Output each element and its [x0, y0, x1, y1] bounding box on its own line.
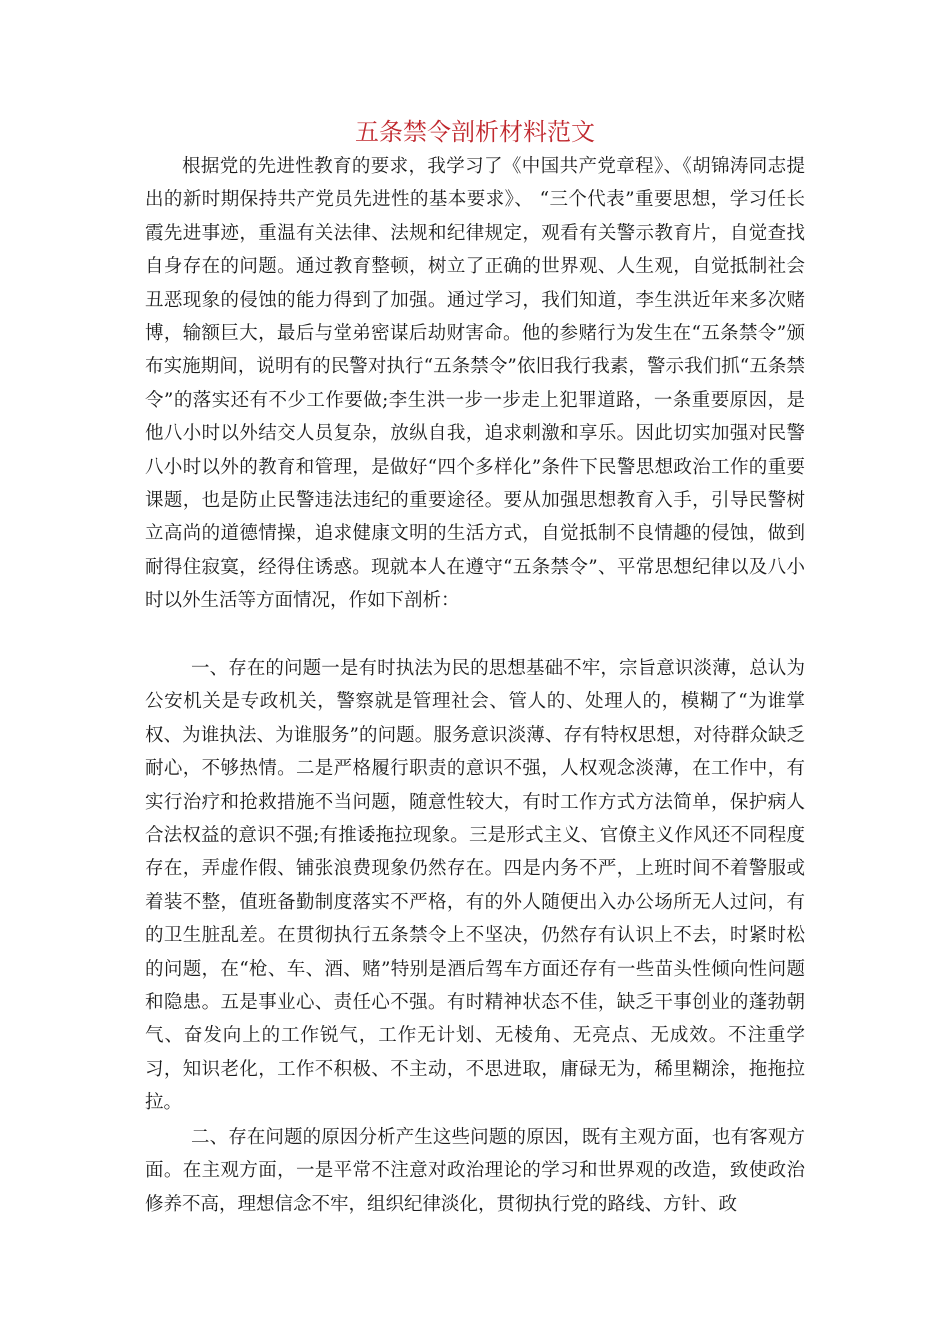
paragraph-cause-analysis: 二、存在问题的原因分析产生这些问题的原因，既有主观方面，也有客观方面。在主观方面，一是平常不注意对政治理论的学习和世界观的改造，致使政治修养不高，理想信念不牢，组织纪律淡化，贯彻执行党的路线、方针、政 — [145, 1127, 805, 1215]
paragraph-existing-problems: 一、存在的问题一是有时执法为民的思想基础不牢，宗旨意识淡薄，总认为公安机关是专政机关，警察就是管理社会、管人的、处理人的，模糊了“为谁掌权、为谁执法、为谁服务”的问题。服务意识淡薄、存有特权思想，对待群众缺乏耐心，不够热情。二是严格履行职责的意识不强，人权观念淡薄，在工作中，有实行治疗和抢救措施不当问题，随意性较大，有时工作方式方法简单，保护病人合法权益的意识不强;有推诿拖拉现象。三是形式主义、官僚主义作风还不同程度存在，弄虚作假、铺张浪费现象仍然存在。四是内务不严，上班时间不着警服或着装不整，值班备勤制度落实不严格，有的外人随便出入办公场所无人过问，有的卫生脏乱差。在贯彻执行五条禁令上不坚决，仍然存有认识上不去，时紧时松的问题，在“枪、车、酒、赌”特别是酒后驾车方面还存有一些苗头性倾向性问题和隐患。五是事业心、责任心不强。有时精神状态不佳，缺乏干事创业的蓬勃朝气、奋发向上的工作锐气，工作无计划、无棱角、无亮点、无成效。不注重学习，知识老化，工作不积极、不主动，不思进取，庸碌无为，稀里糊涂，拖拖拉拉。 — [145, 658, 805, 1114]
paragraph-intro: 根据党的先进性教育的要求，我学习了《中国共产党章程》、《胡锦涛同志提出的新时期保持共产党员先进性的基本要求》、 “三个代表”重要思想，学习任长霞先进事迹，重温有关法律、法规和纪律规定，观看有关警示教育片，自觉查找自身存在的问题。通过教育整顿，树立了正确的世界观、人生观，自觉抵制社会丑恶现象的侵蚀的能力得到了加强。通过学习，我们知道，李生洪近年来多次赌博，输额巨大，最后与堂弟密谋后劫财害命。他的参赌行为发生在“五条禁令”颁布实施期间，说明有的民警对执行“五条禁令”依旧我行我素，警示我们抓“五条禁令”的落实还有不少工作要做;李生洪一步一步走上犯罪道路，一条重要原因，是他八小时以外结交人员复杂，放纵自我，追求刺激和享乐。因此切实加强对民警八小时以外的教育和管理，是做好“四个多样化”条件下民警思想政治工作的重要课题，也是防止民警违法违纪的重要途径。要从加强思想教育入手，引导民警树立高尚的道德情操，追求健康文明的生活方式，自觉抵制不良情趣的侵蚀，做到耐得住寂寞，经得住诱惑。现就本人在遵守“五条禁令”、平常思想纪律以及八小时以外生活等方面情况，作如下剖析： — [145, 156, 805, 612]
document-title: 五条禁令剖析材料范文 — [355, 118, 595, 146]
